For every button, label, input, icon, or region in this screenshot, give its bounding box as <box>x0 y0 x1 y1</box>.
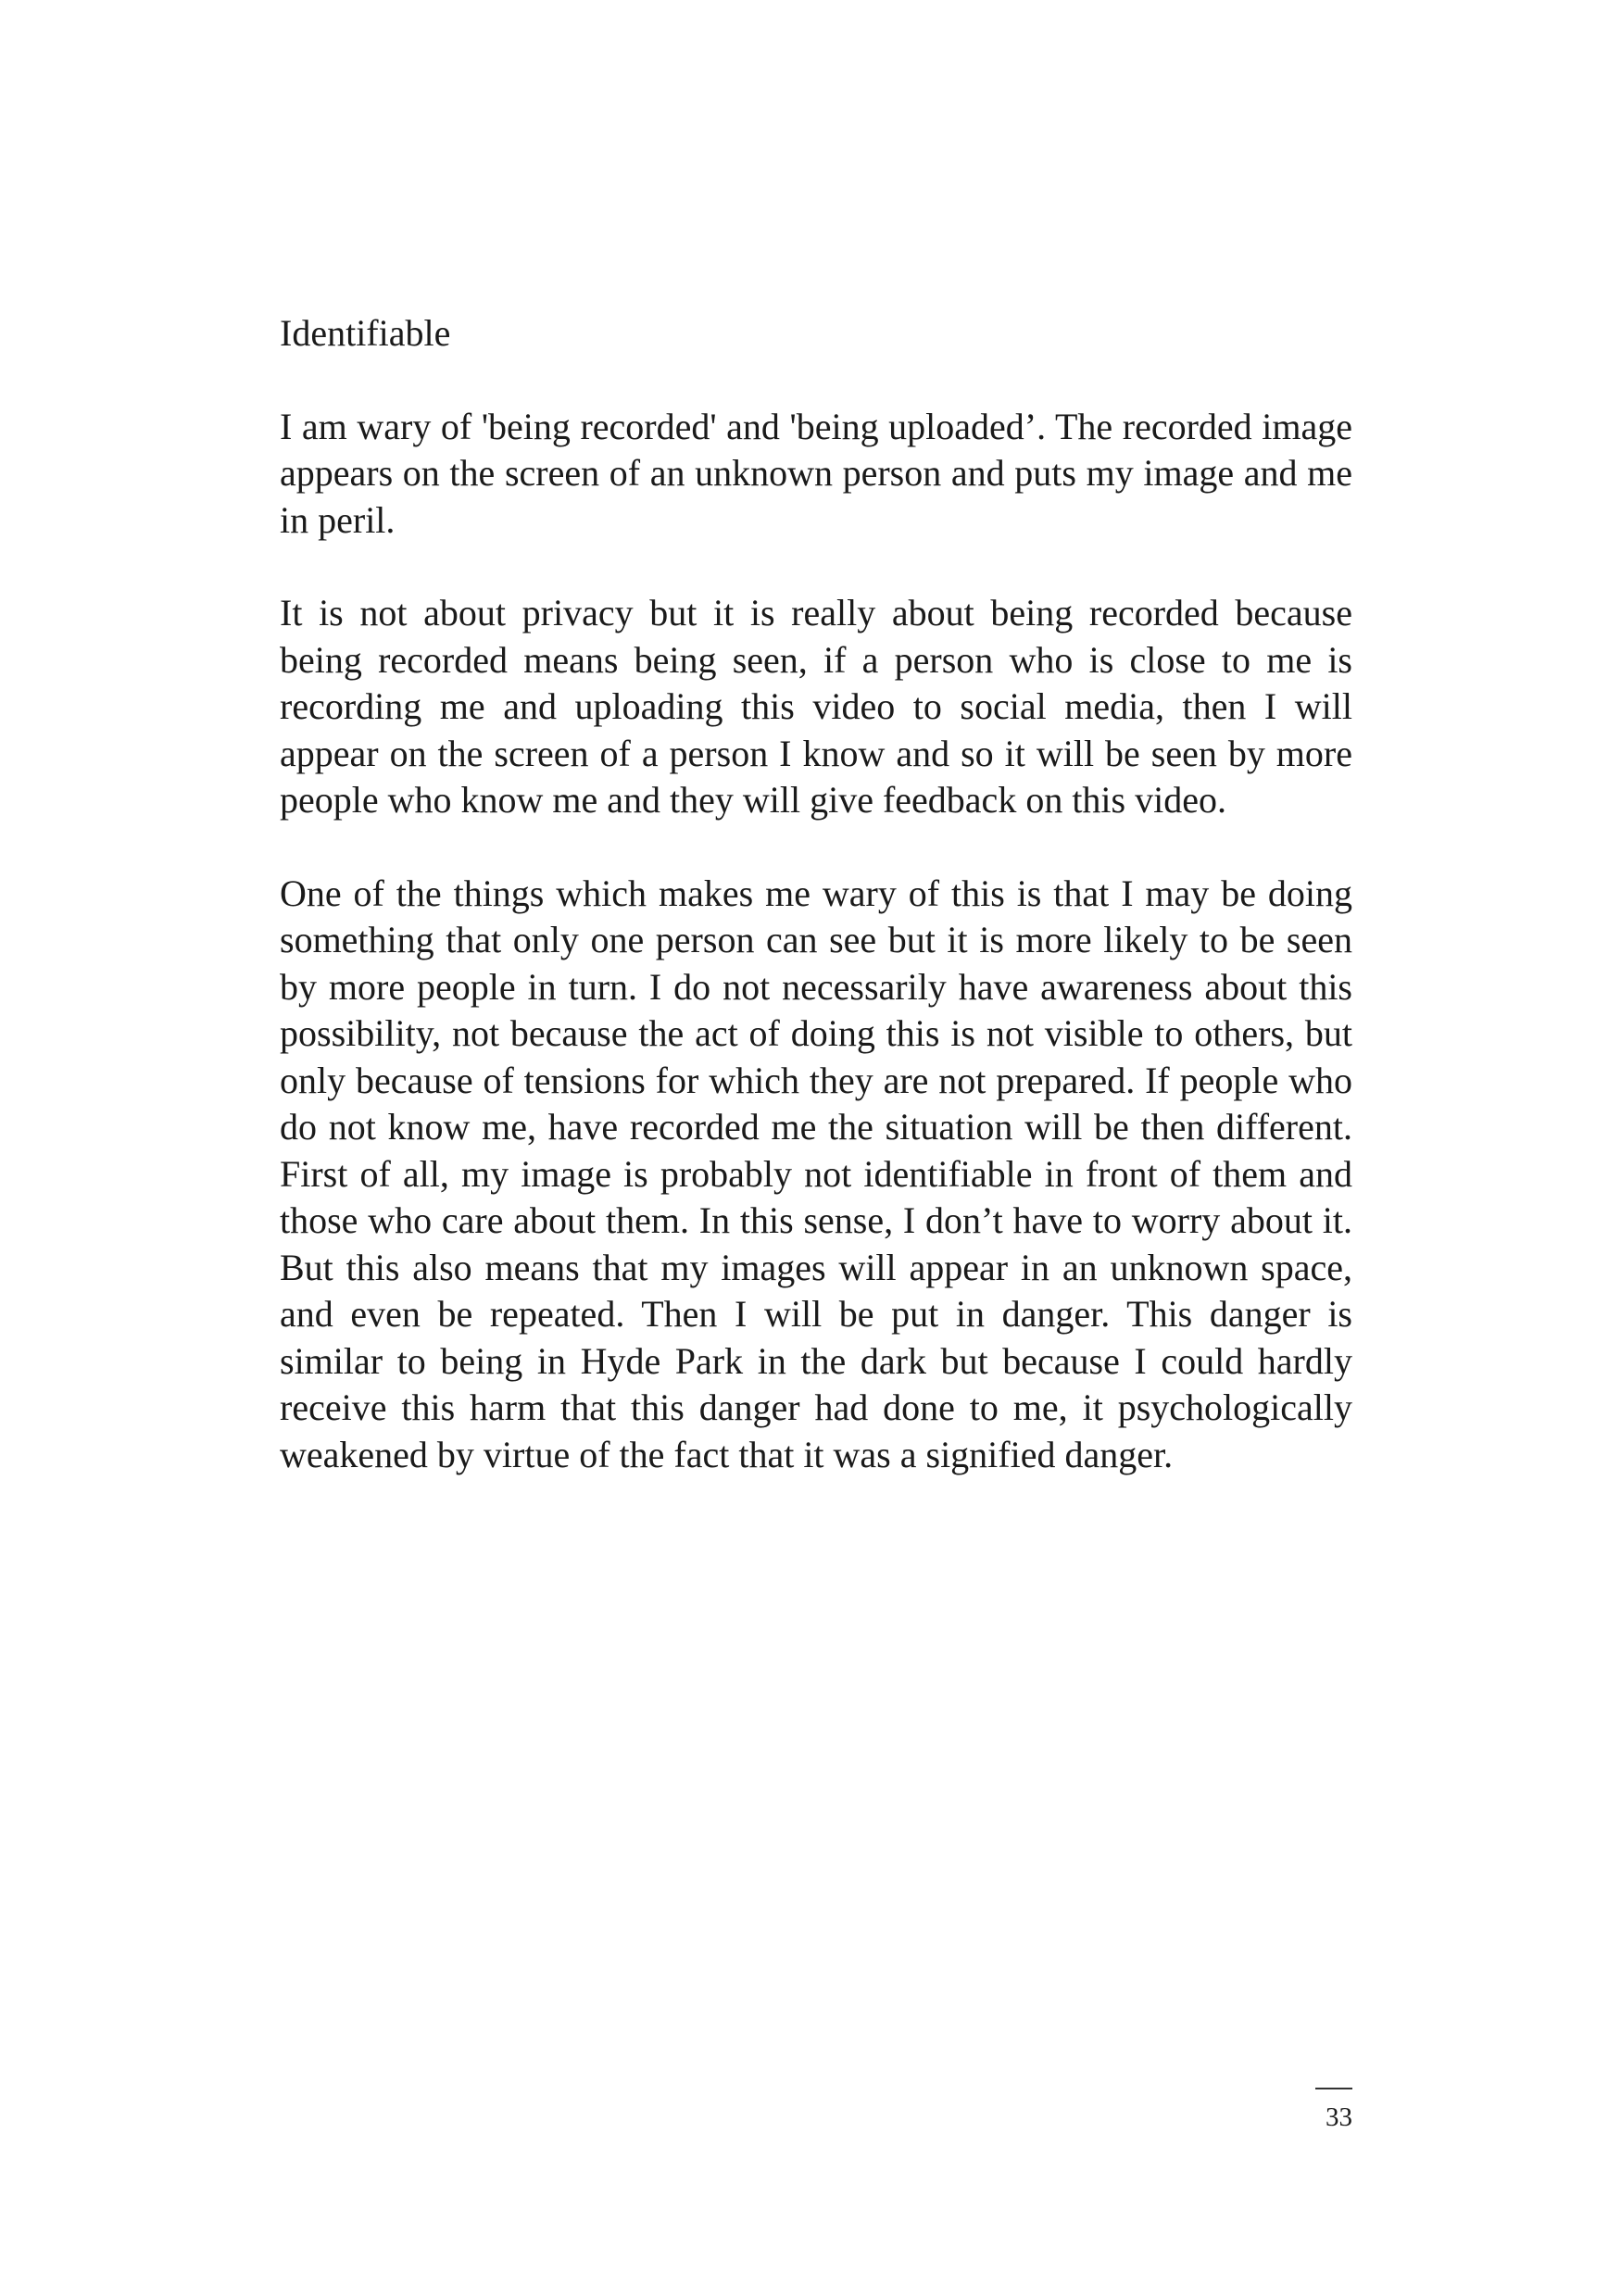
page-number: 33 <box>1326 2102 1352 2132</box>
paragraph: One of the things which makes me wary of this is that I may be doing something that only one person can see but it is more likely to be seen by more people in turn. I do not necessarily have awareness about this possibility, not because the act of doing this is not visible to others, but only because of tensions for which they are not prepared. If people who do not know me, have recorded me the situation will be then different. First of all, my image is probably not identifiable in front of them and those who care about them. In this sense, I don’t have to worry about it. But this also means that my images will appear in an unknown space, and even be repeated. Then I will be put in danger. This danger is similar to being in Hyde Park in the dark but because I could hardly receive this harm that this danger had done to me, it psychologically weakened by virtue of the fact that it was a signified danger. <box>280 872 1352 1475</box>
body-text <box>280 310 1352 1478</box>
page-number-rule <box>1315 2088 1352 2089</box>
paragraph: It is not about privacy but it is really about being recorded because being recorded means being seen, if a person who is close to me is recording me and uploading this video to social media, then I will appear on the screen of a person I know and so it will be seen by more people who know me and they will give feedback on this video. <box>280 592 1352 821</box>
paragraph: I am wary of 'being recorded' and 'being uploaded’. The recorded image appears on the screen of an unknown person and puts my image and me in peril. <box>280 405 1352 541</box>
section-heading: Identifiable <box>280 312 451 354</box>
